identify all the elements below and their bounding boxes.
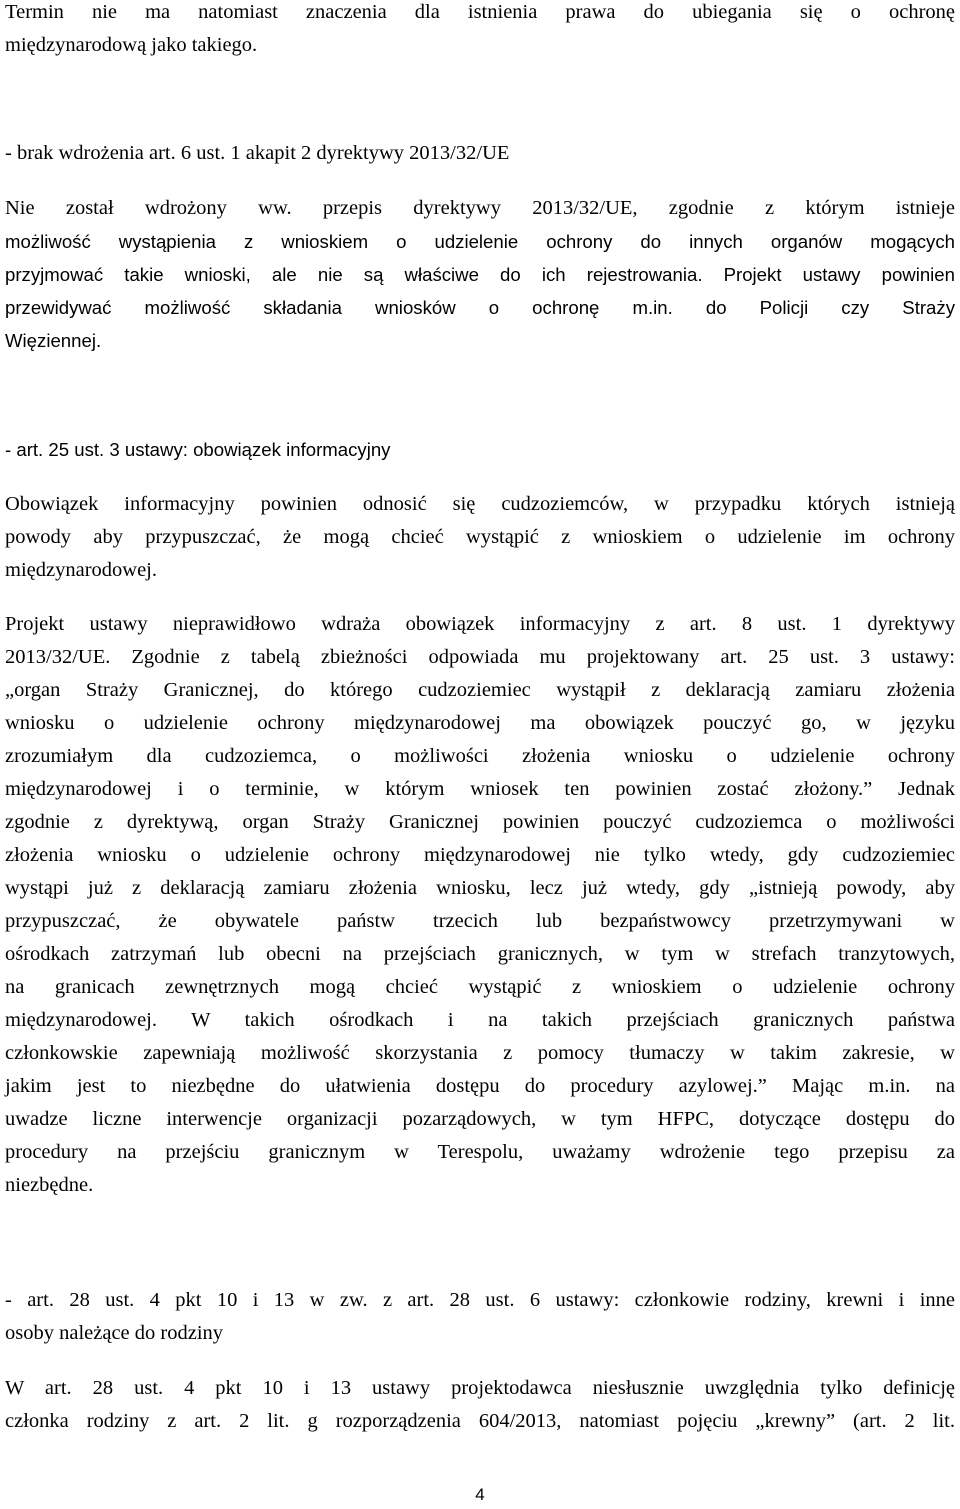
text-line: Nie został wdrożony ww. przepis dyrektywy 2013/32/UE, zgodnie z którym istnieje <box>5 197 955 219</box>
text-line: jakim jest to niezbędne do ułatwienia dostępu do procedury azylowej.” Mając m.in. na <box>5 1075 955 1097</box>
paragraph-family-definition <box>5 1372 955 1438</box>
text-line: członka rodziny z art. 2 lit. g rozporządzenia 604/2013, natomiast pojęciu „krewny” (art. 2 lit. <box>5 1410 955 1432</box>
text-line: zrozumiałym dla cudzoziemca, o możliwości złożenia wniosku o udzielenie ochrony <box>5 745 955 767</box>
text-line: możliwość wystąpienia z wnioskiem o udzielenie ochrony do innych organów mogących <box>5 231 955 252</box>
paragraph-information-obligation <box>5 488 955 587</box>
text-line: międzynarodowej. <box>5 559 157 581</box>
text-line: międzynarodowej i o terminie, w którym wniosek ten powinien zostać złożony.” Jednak <box>5 778 955 800</box>
heading-text: - art. 28 ust. 4 pkt 10 i 13 w zw. z art. 28 ust. 6 ustawy: członkowie rodziny, krewni i inne <box>5 1289 955 1311</box>
text-line: członkowskie zapewniają możliwość skorzystania z pomocy tłumaczy w takim zakresie, w <box>5 1042 955 1064</box>
paragraph-art6-not-implemented <box>5 192 955 357</box>
section-heading-art25 <box>5 433 955 466</box>
text-line: na granicach zewnętrznych mogą chcieć wystąpić z wnioskiem o udzielenie ochrony <box>5 976 955 998</box>
text-line: „organ Straży Granicznej, do którego cudzoziemiec wystąpił z deklaracją zamiaru złożenia <box>5 679 955 701</box>
section-heading-art28 <box>5 1284 955 1350</box>
heading-text: - brak wdrożenia art. 6 ust. 1 akapit 2 dyrektywy 2013/32/UE <box>5 142 510 164</box>
text-line: uwadze liczne interwencje organizacji pozarządowych, w tym HFPC, dotyczące dostępu do <box>5 1108 955 1130</box>
text-line: Więziennej. <box>5 330 102 351</box>
text-line: wystąpi już z deklaracją zamiaru złożenia wniosku, lecz już wtedy, gdy „istnieją powody, aby <box>5 877 955 899</box>
section-heading-art6 <box>5 137 955 170</box>
text-line: międzynarodowej. W takich ośrodkach i na takich przejściach granicznych państwa <box>5 1009 955 1031</box>
heading-text: osoby należące do rodziny <box>5 1322 224 1344</box>
text-line: złożenia wniosku o udzielenie ochrony międzynarodowej nie tylko wtedy, gdy cudzoziemiec <box>5 844 955 866</box>
text-line: przyjmować takie wnioski, ale nie są właściwe do ich rejestrowania. Projekt ustawy powinien <box>5 264 955 285</box>
text-line: Projekt ustawy nieprawidłowo wdraża obowiązek informacyjny z art. 8 ust. 1 dyrektywy <box>5 613 955 635</box>
text-line: przewidywać możliwość składania wniosków o ochronę m.in. do Policji czy Straży <box>5 297 955 318</box>
text-line: Termin nie ma natomiast znaczenia dla istnienia prawa do ubiegania się o ochronę <box>5 1 955 23</box>
page-number: 4 <box>475 1485 485 1504</box>
text-line: powody aby przypuszczać, że mogą chcieć wystąpić z wnioskiem o udzielenie im ochrony <box>5 526 955 548</box>
heading-text: - art. 25 ust. 3 ustawy: obowiązek informacyjny <box>5 439 391 460</box>
text-line: 2013/32/UE. Zgodnie z tabelą zbieżności odpowiada mu projektowany art. 25 ust. 3 ustawy: <box>5 646 955 668</box>
text-line: W art. 28 ust. 4 pkt 10 i 13 ustawy projektodawca niesłusznie uwzględnia tylko definicję <box>5 1377 955 1399</box>
text-line: niezbędne. <box>5 1174 94 1196</box>
text-line: ośrodkach zatrzymań lub obecni na przejściach granicznych, w tym w strefach tranzytowych, <box>5 943 955 965</box>
paragraph-term-significance <box>5 0 955 62</box>
text-line: Obowiązek informacyjny powinien odnosić się cudzoziemców, w przypadku których istnieją <box>5 493 955 515</box>
text-line: procedury na przejściu granicznym w Terespolu, uważamy wdrożenie tego przepisu za <box>5 1141 955 1163</box>
text-line: przypuszczać, że obywatele państw trzecich lub bezpaństwowcy przetrzymywani w <box>5 910 955 932</box>
paragraph-incorrect-implementation <box>5 608 955 1202</box>
text-line: wniosku o udzielenie ochrony międzynarodowej ma obowiązek pouczyć go, w języku <box>5 712 955 734</box>
text-line: zgodnie z dyrektywą, organ Straży Granicznej powinien pouczyć cudzoziemca o możliwości <box>5 811 955 833</box>
text-line: międzynarodową jako takiego. <box>5 34 258 56</box>
